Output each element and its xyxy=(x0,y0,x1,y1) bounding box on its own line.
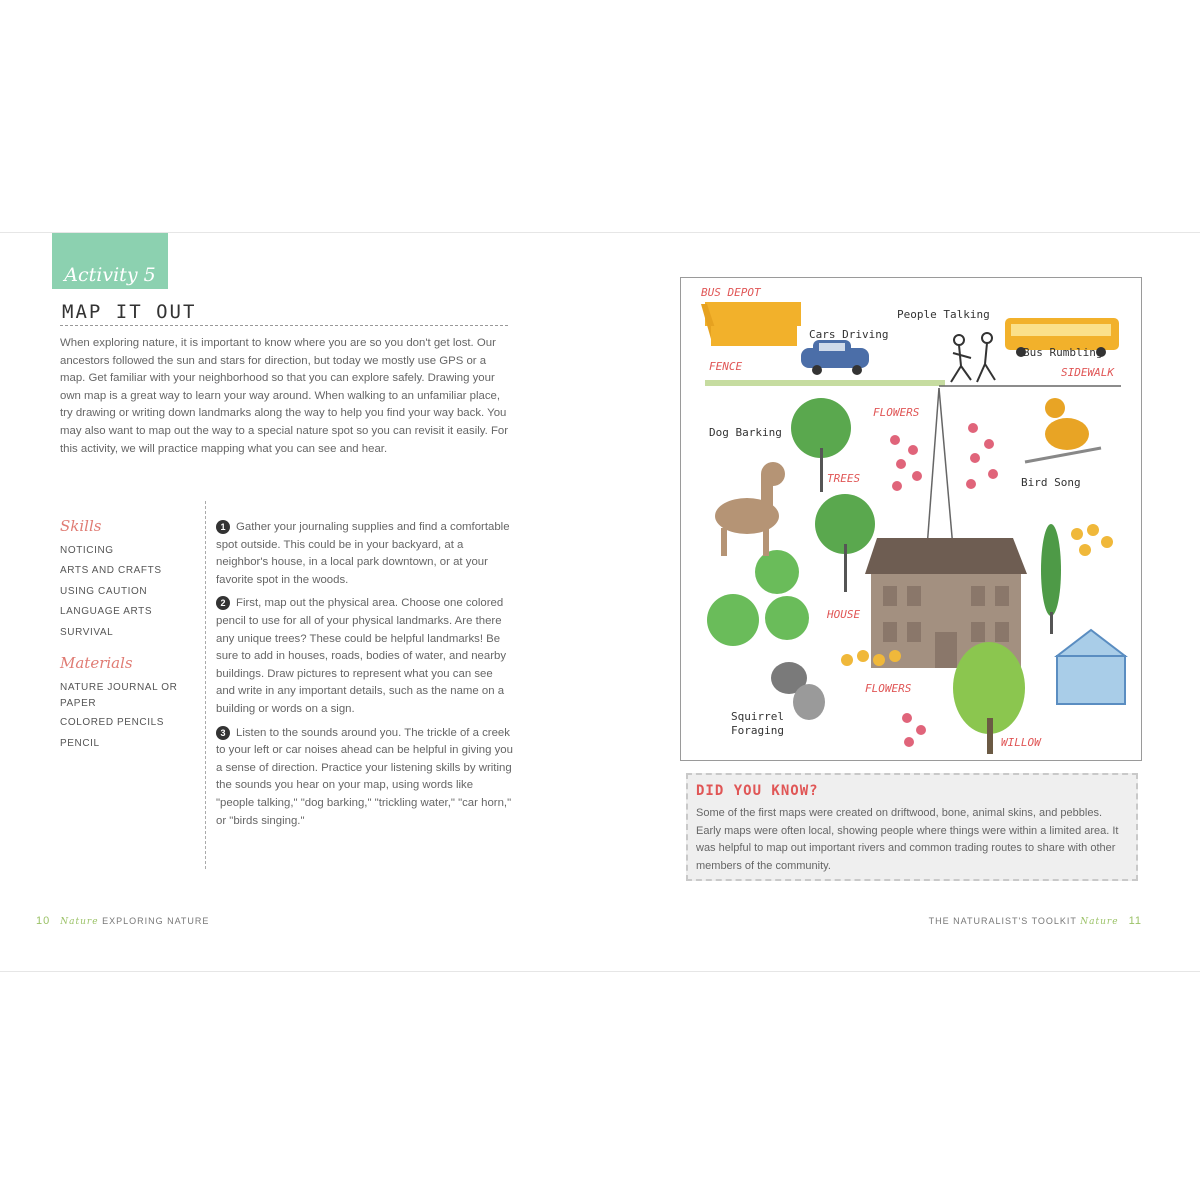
footer-script-left: Nature xyxy=(60,917,99,927)
material-item: COLORED PENCILS xyxy=(60,717,165,728)
footer-title-left: EXPLORING NATURE xyxy=(102,916,210,926)
greenhouse xyxy=(1057,630,1125,656)
skill-item: SURVIVAL xyxy=(60,627,114,638)
house-roof xyxy=(865,538,1027,574)
label-willow: WILLOW xyxy=(1001,736,1041,749)
label-bird-song: Bird Song xyxy=(1021,476,1081,489)
people-walking xyxy=(951,333,995,382)
label-fence: FENCE xyxy=(709,360,743,373)
right-page-number: 11 xyxy=(1128,915,1142,927)
left-page-number: 10 xyxy=(36,915,51,927)
step-1 xyxy=(216,519,514,589)
bus-depot-building xyxy=(705,302,801,326)
did-you-know-title: DID YOU KNOW? xyxy=(696,783,819,799)
page-title: MAP IT OUT xyxy=(62,301,197,323)
neighborhood-map-illustration xyxy=(680,277,1142,761)
material-item: PENCIL xyxy=(60,738,100,749)
skill-item: USING CAUTION xyxy=(60,586,148,597)
step-text: Gather your journaling supplies and find a comfortable spot outside. This could be in your backyard, at a neighbor's house, in a local park downtown, or at your favorite spot in the woods. xyxy=(216,521,510,586)
right-footer xyxy=(929,915,1142,927)
label-sidewalk: SIDEWALK xyxy=(1061,366,1114,379)
skill-item: LANGUAGE ARTS xyxy=(60,606,153,617)
bird xyxy=(1045,418,1089,450)
footer-title-right: THE NATURALIST'S TOOLKIT xyxy=(928,916,1077,926)
fence xyxy=(705,380,945,386)
step-2 xyxy=(216,595,514,718)
label-dog-barking: Dog Barking xyxy=(709,426,782,439)
step-text: First, map out the physical area. Choose one colored pencil to use for all of your physical landmarks. Are there any unique trees? These could be helpful landmarks! Be sure to add in houses, roads, bodies of water, and nearby buildings. Draw pictures to represent what you can see and write in any important details, such as the name on a building or words on a sign. xyxy=(216,597,507,715)
step-3 xyxy=(216,725,514,831)
footer-script-right: Nature xyxy=(1080,917,1119,927)
label-squirrel: Squirrel Foraging xyxy=(731,710,784,737)
activity-tab xyxy=(52,233,168,289)
steps-list xyxy=(216,519,514,836)
materials-heading: Materials xyxy=(60,654,133,672)
bush xyxy=(755,550,799,594)
label-cars-driving: Cars Driving xyxy=(809,328,889,341)
skill-item: ARTS AND CRAFTS xyxy=(60,565,162,576)
label-flowers-bottom: FLOWERS xyxy=(865,682,912,695)
material-item: NATURE JOURNAL OR PAPER xyxy=(60,682,178,709)
label-bus-rumbling: Bus Rumbling xyxy=(1023,346,1103,359)
bush xyxy=(707,594,759,646)
bush xyxy=(765,596,809,640)
label-trees: TREES xyxy=(827,472,861,485)
skill-item: NOTICING xyxy=(60,545,114,556)
intro-paragraph: When exploring nature, it is important to know where you are so you don't get lost. Our ancestors followed the sun and stars for direction, but today we mostly use GPS or a map. Get familiar with your neighborhood so that you can explore safely. Drawing your own map is a great way to learn your way around. When walking to an unfamiliar place, try drawing or writing down landmarks along the way to help you find your way back. You may also want to map out the way to a special nature spot so you can revisit it easily. For this activity, we will practice mapping what you can see and hear. xyxy=(60,337,509,455)
label-people-talking: People Talking xyxy=(897,308,990,321)
label-house: HOUSE xyxy=(827,608,861,621)
title-divider xyxy=(60,325,508,326)
column-divider xyxy=(205,501,206,869)
did-you-know-box xyxy=(686,773,1138,881)
cypress-tree xyxy=(1041,524,1061,616)
label-bus-depot: BUS DEPOT xyxy=(701,286,761,299)
step-number-2: 2 xyxy=(216,596,230,610)
step-number-1: 1 xyxy=(216,520,230,534)
book-spread xyxy=(0,232,1200,972)
step-text: Listen to the sounds around you. The trickle of a creek to your left or car noises ahead can be helpful in giving you a sense of direction. Practice your listening skills by writing the sounds you hear on your map, using words like "people talking," "dog barking," "trickling water," "car horn," or "birds singing." xyxy=(216,726,513,827)
activity-label: Activity 5 xyxy=(64,264,156,286)
did-you-know-text: Some of the first maps were created on driftwood, bone, animal skins, and pebbles. Early maps were often local, showing people where things were within a limited area. It was helpful to map out important rivers and common trading routes to share with other members of the community. xyxy=(696,807,1119,872)
left-footer xyxy=(36,915,209,927)
step-number-3: 3 xyxy=(216,726,230,740)
label-flowers-top: FLOWERS xyxy=(873,406,920,419)
skills-heading: Skills xyxy=(60,517,102,535)
